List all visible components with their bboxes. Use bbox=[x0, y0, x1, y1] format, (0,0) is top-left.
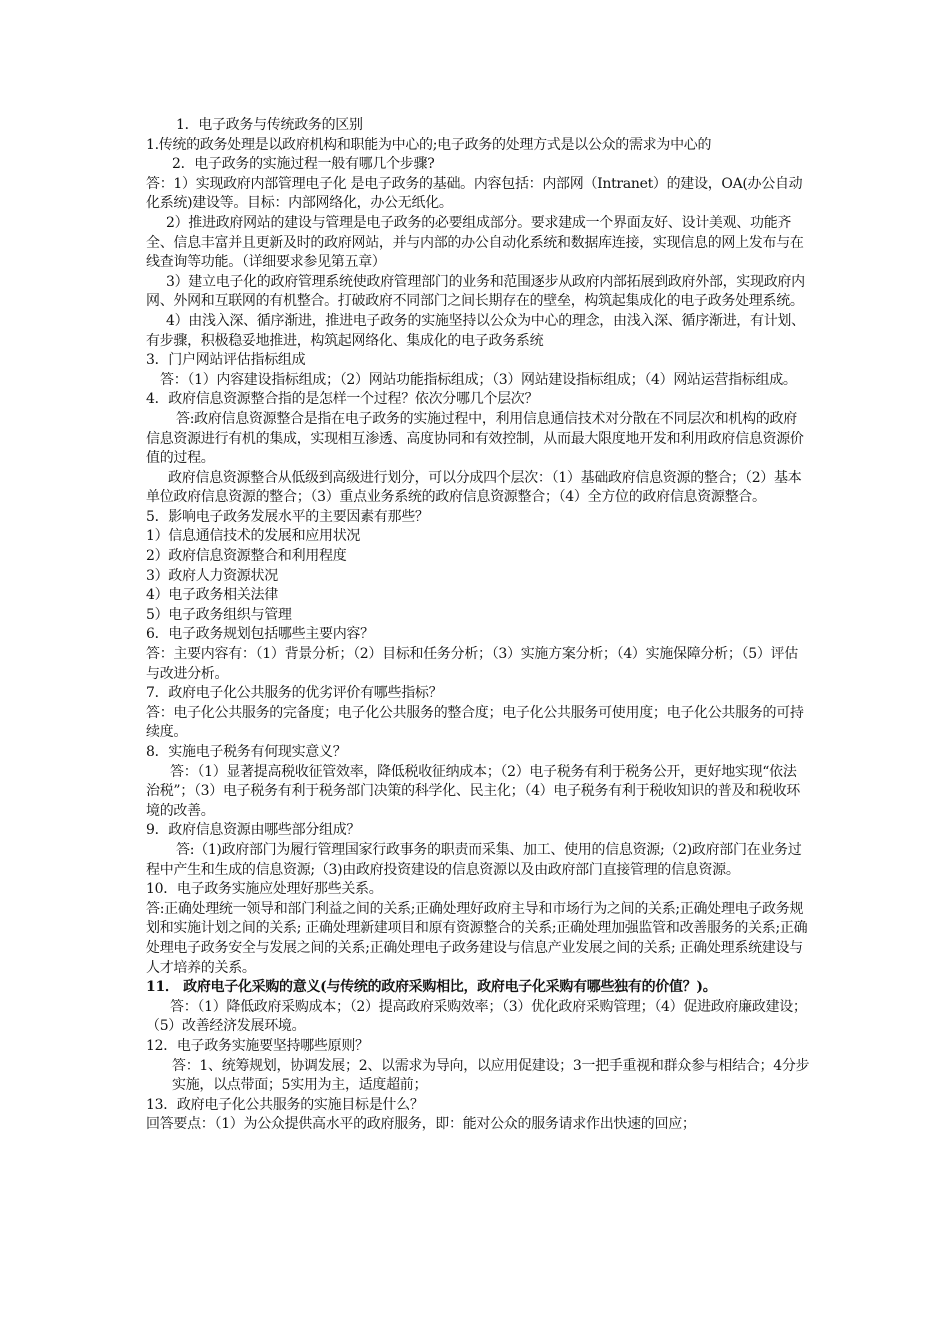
paragraph: 6．电子政务规划包括哪些主要内容？ bbox=[146, 626, 374, 643]
paragraph: 12．电子政务实施要坚持哪些原则？ bbox=[146, 1037, 369, 1054]
paragraph: 2．电子政务的实施过程一般有哪几个步骤? bbox=[172, 156, 435, 173]
paragraph: 1．电子政务与传统政务的区别 bbox=[176, 117, 363, 133]
paragraph: 10．电子政务实施应处理好那些关系。 bbox=[146, 881, 383, 898]
paragraph: 答：（1）内容建设指标组成；（2）网站功能指标组成；（3）网站建设指标组成；（4）网站运营指标组成。 bbox=[160, 371, 797, 388]
paragraph: 回答要点：（1）为公众提供高水平的政府服务，即：能对公众的服务请求作出快速的回应； bbox=[146, 1116, 696, 1133]
paragraph: 5）电子政务组织与管理 bbox=[146, 606, 292, 623]
paragraph: 答：电子化公共服务的完备度；电子化公共服务的整合度；电子化公共服务可使用度；电子化公共服务的可持续度。 bbox=[146, 704, 804, 741]
paragraph: 答：1、统筹规划，协调发展；2、以需求为导向，以应用促建设；3一把手重视和群众参与相结合；4分步实施，以点带面；5实用为主，适度超前； bbox=[172, 1057, 810, 1094]
paragraph: 9．政府信息资源由哪些部分组成？ bbox=[146, 822, 361, 839]
paragraph: 4．政府信息资源整合指的是怎样一个过程？依次分哪几个层次？ bbox=[146, 391, 539, 408]
paragraph: 11． 政府电子化采购的意义(与传统的政府采购相比，政府电子化采购有哪些独有的价值？)。 bbox=[146, 979, 717, 996]
paragraph: 答:（1)政府部门为履行管理国家行政事务的职责而采集、加工、使用的信息资源;（2)政府部门在业务过程中产生和生成的信息资源;（3)由政府投资建设的信息资源以及由政府部门直接管理的信息资源。 bbox=[146, 841, 802, 878]
document-page bbox=[146, 116, 810, 1135]
paragraph: 13．政府电子化公共服务的实施目标是什么？ bbox=[146, 1096, 424, 1113]
paragraph: 2）推进政府网站的建设与管理是电子政务的必要组成部分。要求建成一个界面友好、设计美观、功能齐全、信息丰富并且更新及时的政府网站，并与内部的办公自动化系统和数据库连接，实现信息的网上发布与在线查询等功能。（详细要求参见第五章） bbox=[146, 214, 804, 271]
paragraph: 4）电子政务相关法律 bbox=[146, 587, 278, 604]
paragraph: 4）由浅入深、循序渐进，推进电子政务的实施坚持以公众为中心的理念，由浅入深、循序渐进，有计划、有步骤，积极稳妥地推进，构筑起网络化、集成化的电子政务系统 bbox=[146, 312, 805, 349]
paragraph: 3．门户网站评估指标组成 bbox=[146, 352, 306, 369]
paragraph: 答:政府信息资源整合是指在电子政务的实施过程中，利用信息通信技术对分散在不同层次和机构的政府信息资源进行有机的集成，实现相互渗透、高度协同和有效控制，从而最大限度地开发和利用政府信息资源价值的过程。 bbox=[146, 410, 804, 467]
paragraph: 答：（1）降低政府采购成本；（2）提高政府采购效率；（3）优化政府采购管理；（4）促进政府廉政建设；（5）改善经济发展环境。 bbox=[146, 998, 807, 1035]
paragraph: 答：（1）显著提高税收征管效率，降低税收征纳成本；（2）电子税务有利于税务公开，更好地实现“依法治税”；（3）电子税务有利于税务部门决策的科学化、民主化；（4）电子税务有利于税收知识的普及和税收环境的改善。 bbox=[146, 763, 800, 819]
paragraph: 8．实施电子税务有何现实意义？ bbox=[146, 744, 347, 760]
paragraph: 答：1）实现政府内部管理电子化 是电子政务的基础。内容包括：内部网（Intranet）的建设，OA(办公自动化系统)建设等。目标：内部网络化，办公无纸化。 bbox=[146, 175, 803, 212]
paragraph: 政府信息资源整合从低级到高级进行划分，可以分成四个层次：（1）基础政府信息资源的整合；（2）基本单位政府信息资源的整合；（3）重点业务系统的政府信息资源整合；（4）全方位的政府信息资源整合。 bbox=[146, 469, 802, 506]
paragraph: 1.传统的政务处理是以政府机构和职能为中心的;电子政务的处理方式是以公众的需求为中心的 bbox=[146, 136, 712, 153]
paragraph: 答：主要内容有：（1）背景分析；（2）目标和任务分析；（3）实施方案分析；（4）实施保障分析；（5）评估与改进分析。 bbox=[146, 646, 798, 682]
paragraph: 3）建立电子化的政府管理系统使政府管理部门的业务和范围逐步从政府内部拓展到政府外部，实现政府内网、外网和互联网的有机整合。打破政府不同部门之间长期存在的壁垒，构筑起集成化的电子政务处理系统。 bbox=[146, 273, 805, 310]
paragraph: 5．影响电子政务发展水平的主要因素有那些？ bbox=[146, 508, 429, 525]
paragraph: 3）政府人力资源状况 bbox=[146, 567, 278, 584]
paragraph: 答:正确处理统一领导和部门利益之间的关系;正确处理好政府主导和市场行为之间的关系;正确处理电子政务规划和实施计划之间的关系; 正确处理新建项目和原有资源整合的关系;正确处理加强监管和改善服务的关系;正确处理电子政务安全与发展之间的关系;正确处理电子政务建设与信息产业发展之间的关系; 正确处理系统建设与人才培养的关系。 bbox=[146, 900, 808, 976]
paragraph: 1）信息通信技术的发展和应用状况 bbox=[146, 528, 361, 545]
paragraph: 7．政府电子化公共服务的优劣评价有哪些指标？ bbox=[146, 685, 443, 702]
paragraph: 2）政府信息资源整合和利用程度 bbox=[146, 548, 347, 565]
